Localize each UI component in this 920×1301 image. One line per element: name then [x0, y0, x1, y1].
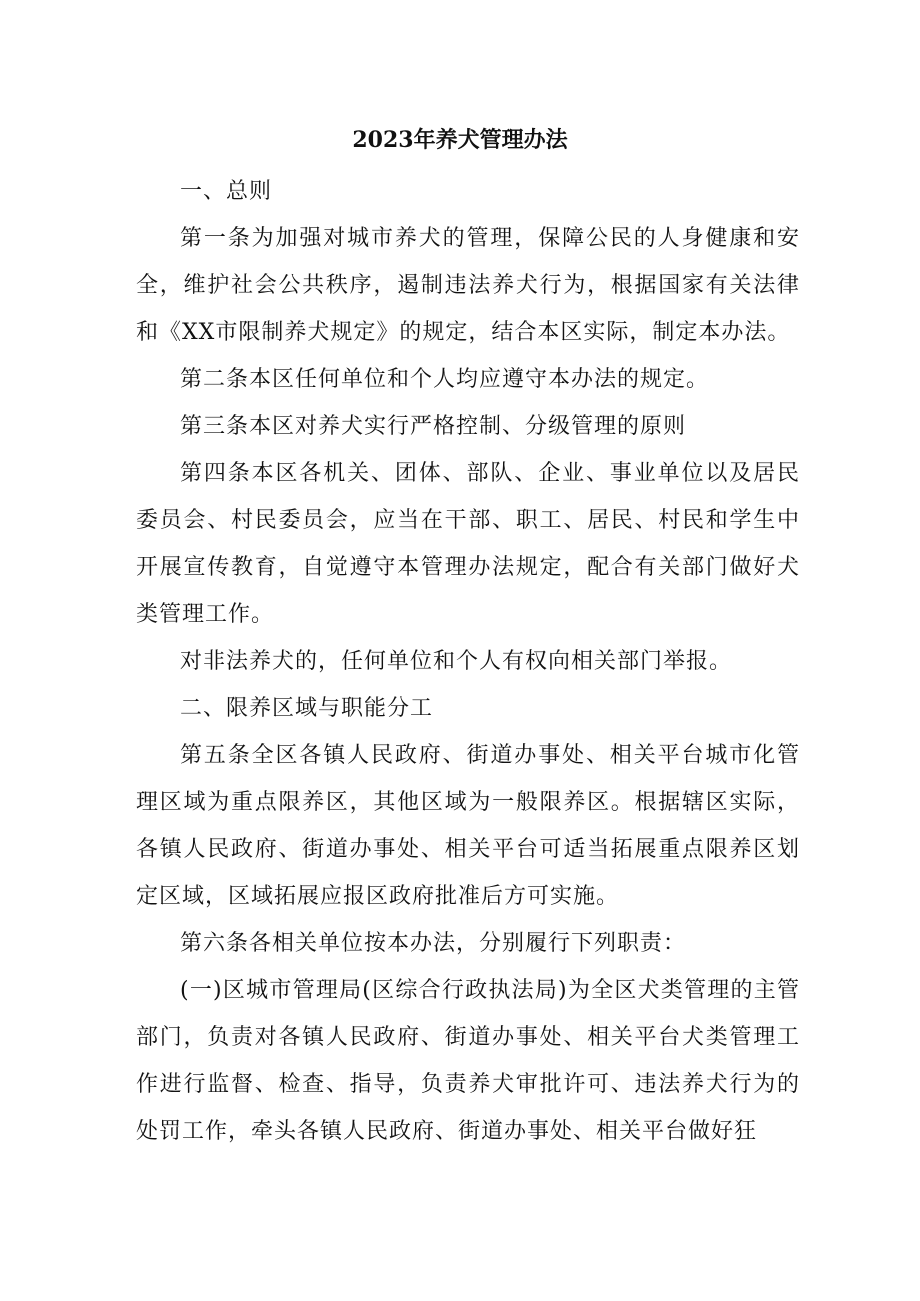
article-6: 第六条各相关单位按本办法，分别履行下列职责： — [180, 931, 687, 956]
article-4: 第四条本区各机关、团体、部队、企业、事业单位以及居民委员会、村民委员会，应当在干部、职工、居民、村民和学生中开展宣传教育，自觉遵守本管理办法规定，配合有关部门做好犬类管理工作。 — [136, 461, 800, 627]
report-paragraph: 对非法养犬的，任何单位和个人有权向相关部门举报。 — [180, 649, 733, 674]
section-heading-general: 一、总则 — [180, 179, 273, 204]
document-title: 2023年养犬管理办法 — [352, 127, 568, 153]
article-2: 第二条本区任何单位和个人均应遵守本办法的规定。 — [180, 367, 710, 392]
article-1: 第一条为加强对城市养犬的管理，保障公民的人身健康和安全，维护社会公共秩序，遏制违法养犬行为，根据国家有关法律和《XX市限制养犬规定》的规定，结合本区实际，制定本办法。 — [136, 226, 800, 345]
article-6-item-1: (一)区城市管理局(区综合行政执法局)为全区犬类管理的主管部门，负责对各镇人民政府、街道办事处、相关平台犬类管理工作进行监督、检查、指导，负责养犬审批许可、违法养犬行为的处罚工作，牵头各镇人民政府、街道办事处、相关平台做好狂 — [136, 978, 800, 1144]
document-body — [136, 168, 800, 1155]
article-3: 第三条本区对养犬实行严格控制、分级管理的原则 — [180, 414, 687, 439]
section-heading-zones: 二、限养区域与职能分工 — [180, 696, 434, 721]
article-5: 第五条全区各镇人民政府、街道办事处、相关平台城市化管理区域为重点限养区，其他区域为一般限养区。根据辖区实际，各镇人民政府、街道办事处、相关平台可适当拓展重点限养区划定区域，区域拓展应报区政府批准后方可实施。 — [136, 743, 800, 909]
